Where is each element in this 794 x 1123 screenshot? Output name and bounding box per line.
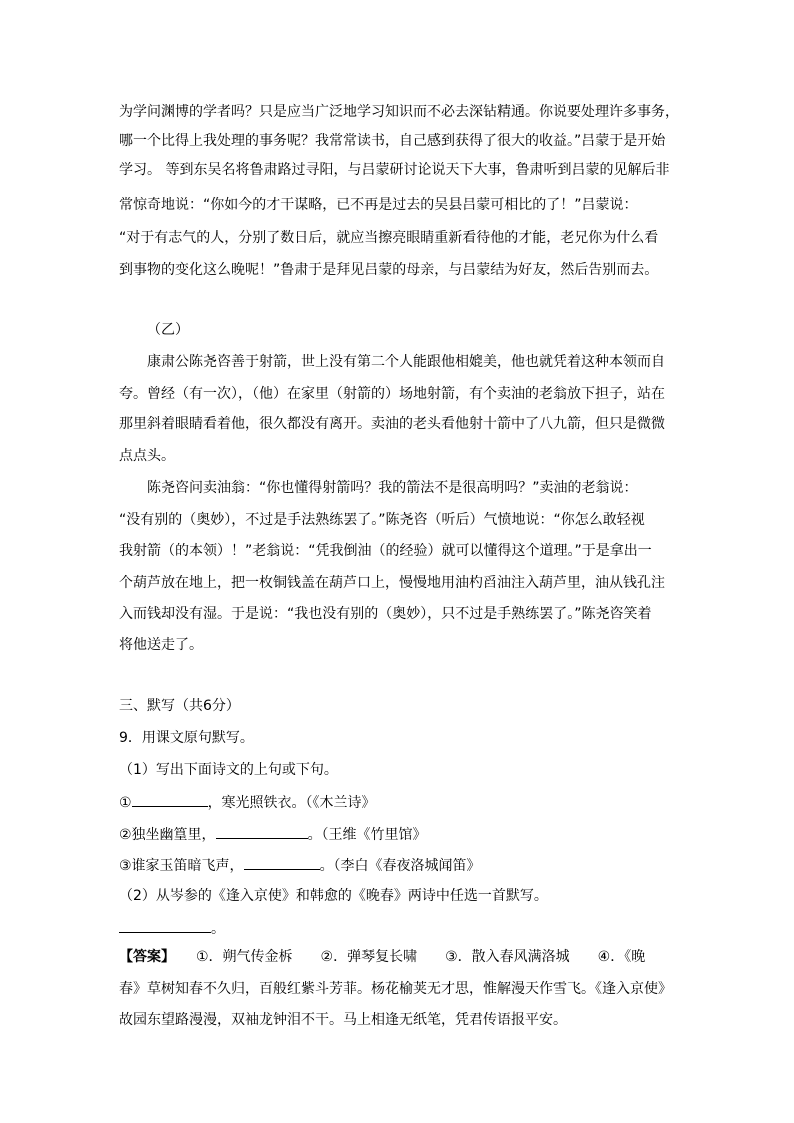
answer-blank-1[interactable] bbox=[132, 793, 208, 807]
paragraph-line: 个葫芦放在地上，把一枚铜钱盖在葫芦口上，慢慢地用油杓舀油注入葫芦里，油从钱孔注 bbox=[119, 575, 665, 591]
question-9-part-1: （1）写出下面诗文的上句或下句。 bbox=[119, 762, 338, 778]
paragraph-line: 学习。 等到东吴名将鲁肃路过寻阳，与吕蒙研讨论说天下大事，鲁肃听到吕蒙的见解后非 bbox=[119, 162, 670, 178]
fill-item-1: ① ，寒光照铁衣。（《木兰诗》 bbox=[119, 795, 376, 811]
section-heading-yi: （乙） bbox=[147, 322, 189, 338]
paragraph-line: “没有别的（奥妙），不过是手法熟练罢了。”陈尧咨（听后）气愤地说：“你怎么敢轻视 bbox=[119, 512, 645, 528]
paragraph-line: 入而钱却没有湿。于是说：“我也没有别的（奥妙），只不过是手熟练罢了。”陈尧咨笑着 bbox=[119, 606, 652, 622]
fill-item-2: ②独坐幽篁里， 。（王维《竹里馆》 bbox=[119, 827, 427, 843]
fill-item-poem: 。 bbox=[119, 919, 225, 937]
paragraph-line: “对于有志气的人，分别了数日后，就应当擦亮眼睛重新看待他的才能，老兄你为什么看 bbox=[119, 230, 659, 246]
question-9-part-2: （2）从岑参的《逢入京使》和韩愈的《晚春》两诗中任选一首默写。 bbox=[119, 888, 548, 904]
answer-label: 【答案】 bbox=[119, 949, 168, 965]
answer-blank-2[interactable] bbox=[216, 825, 308, 839]
answer-line bbox=[119, 949, 645, 965]
paragraph-line: 常惊奇地说：“你如今的才干谋略，已不再是过去的吴县吕蒙可相比的了！”吕蒙说： bbox=[119, 197, 638, 213]
paragraph-line: 康肃公陈尧咨善于射箭，世上没有第二个人能跟他相媲美，他也就凭着这种本领而自 bbox=[147, 354, 665, 370]
paragraph-line: 陈尧咨问卖油翁：“你也懂得射箭吗？我的箭法不是很高明吗？”卖油的老翁说： bbox=[147, 480, 638, 496]
answer-blank-3[interactable] bbox=[244, 856, 320, 870]
paragraph-line: 哪一个比得上我处理的事务呢？我常常读书，自己感到获得了很大的收益。”吕蒙于是开始 bbox=[119, 133, 666, 149]
paragraph-line: 到事物的变化这么晚呢！”鲁肃于是拜见吕蒙的母亲，与吕蒙结为好友，然后告别而去。 bbox=[119, 262, 659, 278]
section-heading: 三、默写（共6分） bbox=[119, 698, 240, 714]
answer-line: 春》草树知春不久归，百般红紫斗芳菲。杨花榆荚无才思，惟解漫天作雪飞。《逢入京使》 bbox=[119, 981, 672, 997]
paragraph-line: 将他送走了。 bbox=[119, 637, 203, 653]
paragraph-line: 我射箭（的本领）！”老翁说：“凭我倒油（的经验）就可以懂得这个道理。”于是拿出一 bbox=[119, 543, 652, 559]
question-9: 9．用课文原句默写。 bbox=[119, 730, 254, 746]
answer-line: 故园东望路漫漫，双袖龙钟泪不干。马上相逢无纸笔，凭君传语报平安。 bbox=[119, 1012, 567, 1028]
paragraph-line: 为学问渊博的学者吗？只是应当广泛地学习知识而不必去深钻精通。你说要处理许多事务， bbox=[119, 104, 679, 120]
answer-blank-poem[interactable] bbox=[119, 919, 211, 933]
paragraph-line: 点点头。 bbox=[119, 448, 175, 464]
answer-text: ①．朔气传金柝 ②．弹琴复长啸 ③．散入春风满洛城 ④．《晚 bbox=[196, 949, 646, 965]
paragraph-line: 那里斜着眼睛看着他，很久都没有离开。卖油的老头看他射十箭中了八九箭，但只是微微 bbox=[119, 416, 665, 432]
fill-item-3: ③谁家玉笛暗飞声， 。（李白《春夜洛城闻笛》 bbox=[119, 858, 481, 874]
paragraph-line: 夸。曾经（有一次），（他）在家里（射箭的）场地射箭，有个卖油的老翁放下担子，站在 bbox=[119, 386, 665, 402]
